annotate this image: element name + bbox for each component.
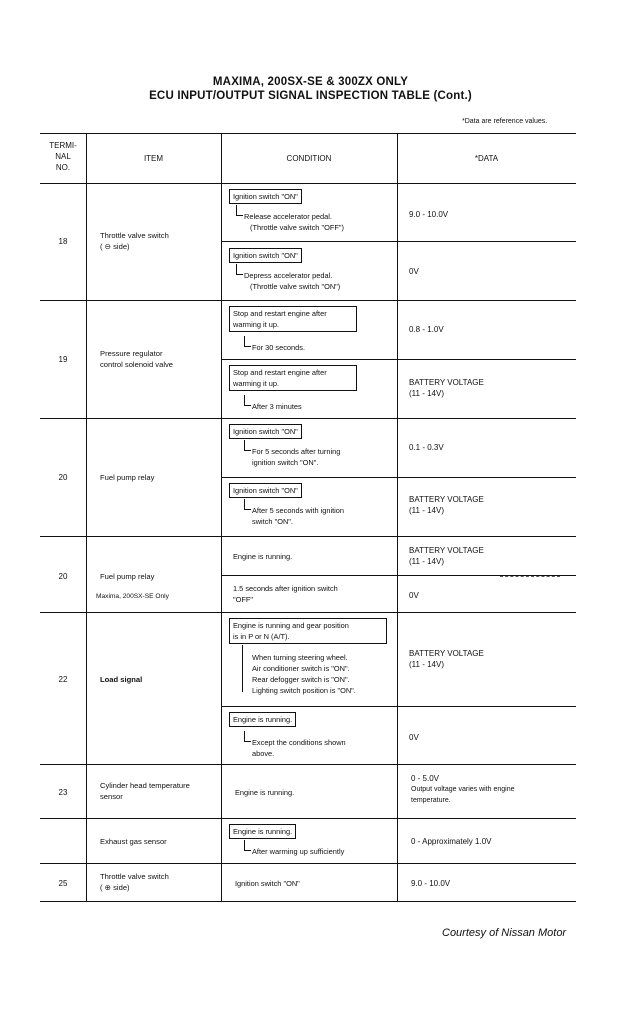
data-value: 0V [409,267,419,276]
table-bottom-rule [40,901,576,902]
condition-detail: After warming up sufficiently [252,846,344,857]
condition-text: Engine is running. [235,788,295,797]
row-rule [40,300,576,301]
condition-box: Engine is running. [229,824,296,839]
terminal-number: 25 [58,879,68,888]
condition-box: Ignition switch "ON" [229,248,302,263]
condition-detail: Depress accelerator pedal. (Throttle valve switch "ON") [244,270,340,292]
condition-detail: For 5 seconds after turning ignition switch "ON". [252,446,340,468]
data-value: 0V [409,733,419,742]
data-value: 0 - 5.0V Output voltage varies with engine temperature. [411,774,515,804]
item-name: Throttle valve switch ( ⊖ side) [100,231,169,251]
data-value: 0.1 - 0.3V [409,443,444,452]
header-terminal: TERMI- NAL NO. [49,141,77,172]
page-title: MAXIMA, 200SX-SE & 300ZX ONLY [212,76,409,88]
condition-box: Ignition switch "ON" [229,424,302,439]
terminal-number: 19 [58,355,68,364]
condition-text: 1.5 seconds after ignition switch "OFF" [233,584,338,604]
condition-box: Ignition switch "ON" [229,189,302,204]
column-rule [221,133,222,901]
header-rule [40,183,576,184]
row-rule [40,418,576,419]
row-rule [40,863,576,864]
page-subtitle: ECU INPUT/OUTPUT SIGNAL INSPECTION TABLE (Cont.) [149,90,472,102]
data-value: BATTERY VOLTAGE (11 - 14V) [409,378,484,398]
data-value: BATTERY VOLTAGE (11 - 14V) [409,546,484,566]
terminal-number: 23 [58,788,68,797]
item-name: Exhaust gas sensor [100,837,167,846]
subrow-rule [221,359,576,360]
header-data: *DATA [474,154,499,163]
row-rule [40,764,576,765]
data-value: BATTERY VOLTAGE (11 - 14V) [409,495,484,515]
item-name: Load signal [100,675,143,684]
data-value: 9.0 - 10.0V [411,879,451,888]
table-top-rule [40,133,576,134]
bracket-line [242,645,251,692]
terminal-number: 20 [58,572,68,581]
item-name: Throttle valve switch ( ⊕ side) [100,872,169,892]
data-value: BATTERY VOLTAGE (11 - 14V) [409,649,484,669]
subrow-rule [221,706,576,707]
column-rule [86,133,87,901]
subrow-rule [221,241,576,242]
condition-text: Engine is running. [233,552,293,561]
condition-list: When turning steering wheel. Air conditioner switch is "ON". Rear defogger switch is "ON". Lighting switch position is "ON". [252,653,356,695]
row-rule [40,818,576,819]
data-value: 0.8 - 1.0V [409,325,444,334]
header-condition: CONDITION [286,154,332,163]
condition-text: Ignition switch "ON" [235,879,300,888]
row-rule [40,536,576,537]
data-value: 0V [409,591,419,600]
courtesy-credit: Courtesy of Nissan Motor [442,927,567,939]
reference-note: *Data are reference values. [462,118,548,125]
subrow-rule [221,477,576,478]
condition-box: Engine is running. [229,712,296,727]
condition-detail: For 30 seconds. [252,342,305,353]
item-name: Pressure regulator control solenoid valve [100,349,174,369]
item-name: Cylinder head temperature sensor [100,781,190,801]
item-note: Maxima, 200SX-SE Only [96,593,169,600]
condition-detail: After 3 minutes [252,401,302,412]
terminal-number: 20 [58,473,68,482]
condition-detail: Except the conditions shown above. [252,737,346,759]
row-rule [40,612,576,613]
terminal-number: 18 [58,237,68,246]
data-value: 9.0 - 10.0V [409,210,449,219]
condition-box: Ignition switch "ON" [229,483,302,498]
data-value: 0 - Approximately 1.0V [411,837,492,846]
dash-rule [500,576,560,577]
terminal-number: 22 [58,675,68,684]
condition-box: Stop and restart engine after warming it up. [229,365,357,391]
condition-detail: Release accelerator pedal. (Throttle valve switch "OFF") [244,211,344,233]
item-name: Fuel pump relay [100,473,155,482]
item-name: Fuel pump relay [100,572,155,581]
column-rule [397,133,398,901]
condition-detail: After 5 seconds with ignition switch "ON". [252,505,344,527]
header-item: ITEM [143,154,164,163]
condition-box: Engine is running and gear position is in P or N (A/T). [229,618,387,644]
condition-box: Stop and restart engine after warming it up. [229,306,357,332]
